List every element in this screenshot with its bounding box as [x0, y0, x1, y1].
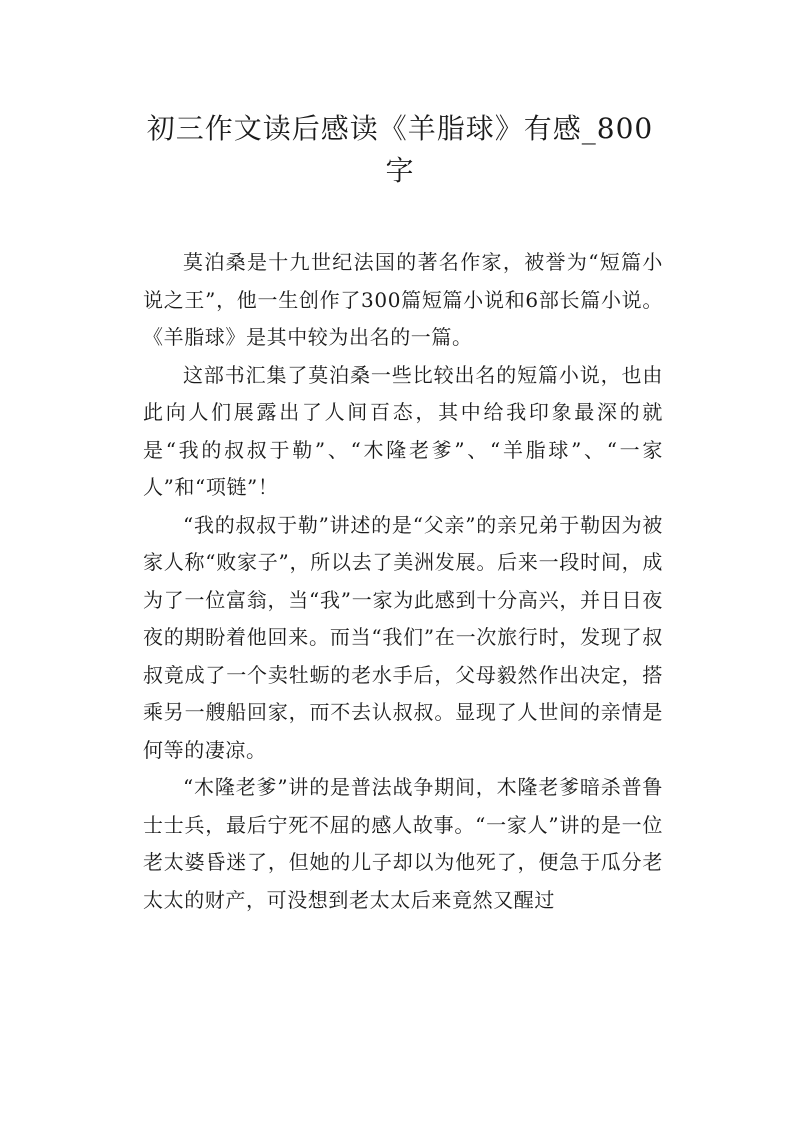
document-body: [143, 244, 663, 919]
paragraph-2: 这部书汇集了莫泊桑一些比较出名的短篇小说，也由此向人们展露出了人间百态，其中给我印象最深的就是“我的叔叔于勒”、“木隆老爹”、“羊脂球”、“一家人”和“项链”！: [143, 362, 663, 499]
paragraph-1: 莫泊桑是十九世纪法国的著名作家，被誉为“短篇小说之王”，他一生创作了300篇短篇小说和6部长篇小说。《羊脂球》是其中较为出名的一篇。: [143, 250, 663, 349]
paragraph-3: “我的叔叔于勒”讲述的是“父亲”的亲兄弟于勒因为被家人称“败家子”，所以去了美洲发展。后来一段时间，成为了一位富翁，当“我”一家为此感到十分高兴，并日日夜夜的期盼着他回来。而当“我们”在一次旅行时，发现了叔叔竟成了一个卖牡蛎的老水手后，父母毅然作出决定，搭乘另一艘船回家，而不去认叔叔。显现了人世间的亲情是何等的凄凉。: [143, 512, 663, 762]
paragraph-4: “木隆老爹”讲的是普法战争期间，木隆老爹暗杀普鲁士士兵，最后宁死不屈的感人故事。“一家人”讲的是一位老太婆昏迷了，但她的儿子却以为他死了，便急于瓜分老太太的财产，可没想到老太太后来竟然又醒过: [143, 775, 663, 912]
document-title: 初三作文读后感读《羊脂球》有感_800字: [146, 112, 654, 187]
